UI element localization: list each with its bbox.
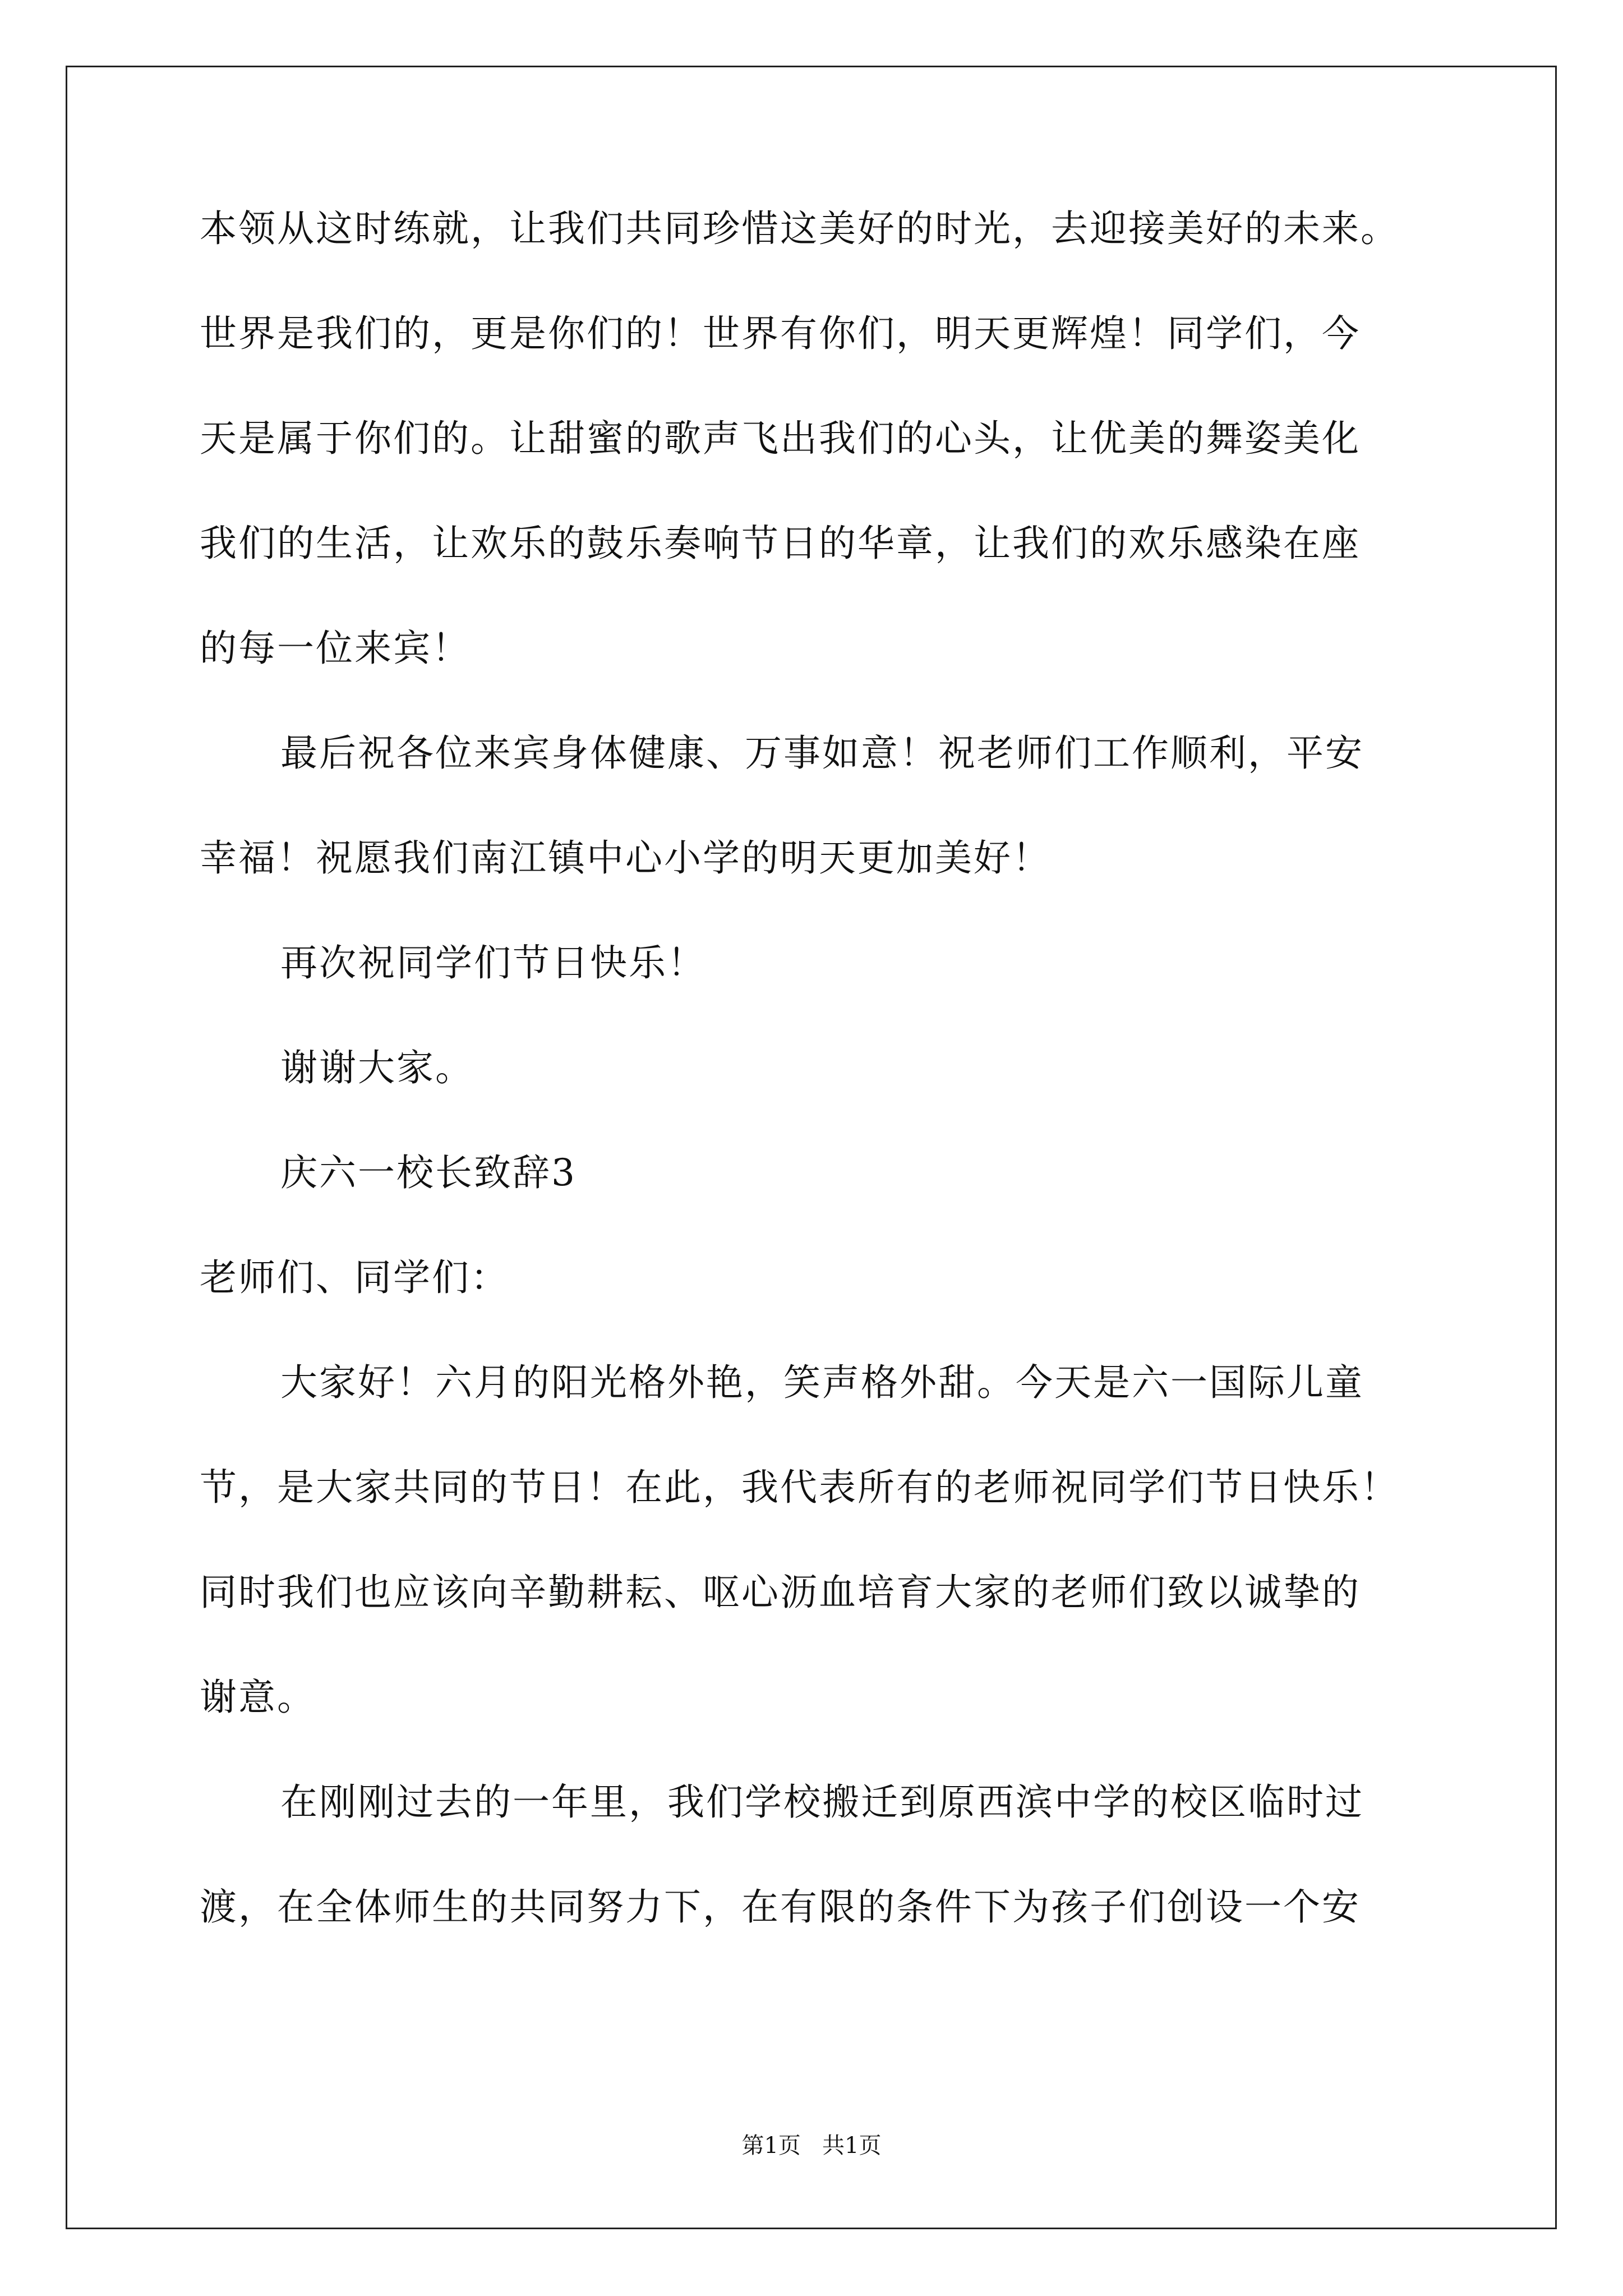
text-line: 我们的生活，让欢乐的鼓乐奏响节日的华章，让我们的欢乐感染在座 (200, 522, 1361, 565)
text-line: 幸福！祝愿我们南江镇中心小学的明天更加美好！ (200, 836, 1051, 880)
section-heading: 庆六一校长致辞3 (280, 1151, 577, 1194)
text-line: 在刚刚过去的一年里，我们学校搬迁到原西滨中学的校区临时过 (280, 1780, 1364, 1824)
text-line: 本领从这时练就，让我们共同珍惜这美好的时光，去迎接美好的未来。 (200, 207, 1399, 250)
page-footer: 第1页 共1页 (741, 2133, 882, 2159)
text-line: 天是属于你们的。让甜蜜的歌声飞出我们的心头，让优美的舞姿美化 (200, 417, 1361, 460)
text-line: 节，是大家共同的节日！在此，我代表所有的老师祝同学们节日快乐！ (200, 1466, 1399, 1509)
text-line: 谢意。 (200, 1676, 316, 1719)
text-line: 同时我们也应该向辛勤耕耘、呕心沥血培育大家的老师们致以诚挚的 (200, 1571, 1361, 1614)
text-line: 谢谢大家。 (280, 1046, 474, 1089)
text-line: 最后祝各位来宾身体健康、万事如意！祝老师们工作顺利，平安 (280, 731, 1364, 775)
text-line: 大家好！六月的阳光格外艳，笑声格外甜。今天是六一国际儿童 (280, 1361, 1364, 1404)
text-line: 渡，在全体师生的共同努力下，在有限的条件下为孩子们创设一个安 (200, 1885, 1361, 1929)
text-line: 世界是我们的，更是你们的！世界有你们，明天更辉煌！同学们，今 (200, 312, 1361, 355)
salutation: 老师们、同学们： (200, 1256, 509, 1299)
text-line: 的每一位来宾！ (200, 627, 471, 670)
text-line: 再次祝同学们节日快乐！ (280, 941, 706, 984)
